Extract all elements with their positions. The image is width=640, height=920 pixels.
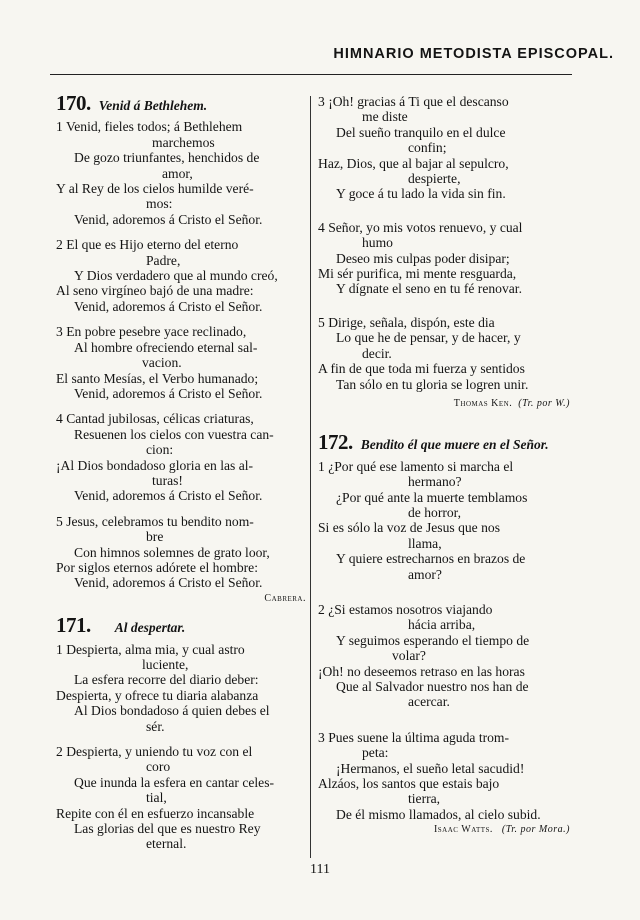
verse-line: Por siglos eternos adórete el hombre: — [56, 559, 258, 575]
verse-line: ¿Por qué ante la muerte temblamos — [336, 489, 528, 505]
verse-line: 1 Despierta, alma mia, y cual astro — [56, 641, 245, 657]
left-column — [56, 91, 306, 862]
verse-line: Despierta, y ofrece tu diaria alabanza — [56, 687, 259, 703]
verse-line: humo — [362, 235, 393, 251]
verse-line: Y al Rey de los cielos humilde veré- — [56, 181, 254, 197]
verse-line: Y quiere estrecharnos en brazos de — [336, 551, 526, 567]
hymn-attribution — [318, 396, 570, 411]
verse-line: mos: — [146, 196, 173, 212]
verse-line: hermano? — [408, 474, 462, 490]
verse-line: Padre, — [146, 252, 181, 268]
hymn-number: 170. — [56, 91, 91, 115]
verse-line: Resuenen los cielos con vuestra can- — [74, 426, 274, 442]
verse-line: Haz, Dios, que al bajar al sepulcro, — [318, 155, 509, 171]
header-rule — [50, 74, 572, 75]
verse-line: vacion. — [142, 355, 182, 371]
hymn-172-heading — [318, 430, 570, 455]
verse-line: sér. — [146, 718, 165, 734]
verse-line: llama, — [408, 535, 442, 551]
verse-line: despierte, — [408, 171, 461, 187]
stanza — [56, 411, 306, 503]
verse-line: volar? — [392, 648, 426, 664]
stanza — [318, 730, 570, 822]
verse-line: 1 ¿Por qué ese lamento si marcha el — [318, 458, 514, 474]
verse-line: 4 Cantad jubilosas, célicas criaturas, — [56, 411, 254, 427]
verse-line: Venid, adoremos á Cristo el Señor. — [74, 298, 263, 314]
hymn-author: Cabrera. — [264, 592, 306, 604]
verse-line: Lo que he de pensar, y de hacer, y — [336, 330, 521, 346]
verse-line: luciente, — [142, 657, 189, 672]
verse-line: Al seno virgíneo bajó de una madre: — [56, 283, 254, 299]
hymn-title: Al despertar. — [114, 620, 186, 636]
verse-line: decir. — [362, 345, 392, 361]
stanza — [56, 514, 306, 591]
verse-line: Alzáos, los santos que estais bajo — [318, 776, 500, 792]
stanza — [56, 642, 306, 734]
verse-line: turas! — [152, 472, 183, 488]
verse-line: El santo Mesías, el Verbo humanado; — [56, 370, 259, 386]
hymn-title: Bendito él que muere en el Señor. — [360, 437, 549, 453]
stanza — [56, 237, 306, 314]
verse-line: coro — [146, 759, 171, 775]
hymn-attribution — [318, 822, 570, 837]
verse-line: Mi sér purifica, mi mente resguarda, — [318, 266, 517, 282]
verse-line: 3 En pobre pesebre yace reclinado, — [56, 324, 247, 340]
verse-line: 3 ¡Oh! gracias á Ti que el descanso — [318, 94, 509, 109]
verse-line: 2 ¿Si estamos nosotros viajando — [318, 601, 493, 617]
verse-line: Deseo mis culpas poder disipar; — [336, 250, 510, 266]
verse-line: Venid, adoremos á Cristo el Señor. — [74, 488, 263, 504]
verse-line: acercar. — [408, 694, 450, 710]
verse-line: A fin de que toda mi fuerza y sentidos — [318, 361, 525, 377]
verse-line: amor, — [162, 165, 193, 181]
verse-line: Las glorias del que es nuestro Rey — [74, 821, 261, 837]
verse-line: Y dígnate el seno en tu fé renovar. — [336, 281, 522, 297]
hymn-author: Thomas Ken. — [453, 397, 513, 409]
verse-line: marchemos — [152, 134, 215, 150]
verse-line: Con himnos solemnes de grato loor, — [74, 544, 270, 560]
hymn-author: Isaac Watts. — [433, 824, 493, 836]
verse-line: Del sueño tranquilo en el dulce — [336, 124, 506, 140]
verse-line: Al hombre ofreciendo eternal sal- — [74, 339, 258, 355]
verse-line: eternal. — [146, 836, 187, 852]
hymn-translator: (Tr. por Mora.) — [501, 824, 570, 836]
verse-line: me diste — [362, 109, 408, 125]
stanza — [56, 324, 306, 401]
verse-line: 5 Dirige, señala, dispón, este dia — [318, 314, 495, 330]
verse-line: Que al Salvador nuestro nos han de — [336, 679, 529, 694]
verse-line: cion: — [146, 442, 174, 458]
verse-line: ¡Al Dios bondadoso gloria en las al- — [56, 457, 254, 473]
stanza — [318, 459, 570, 582]
verse-line: 2 El que es Hijo eterno del eterno — [56, 237, 239, 253]
stanza — [318, 94, 570, 202]
verse-line: Venid, adoremos á Cristo el Señor. — [74, 575, 263, 591]
page-number: 111 — [310, 862, 330, 877]
verse-line: La esfera recorre del diario deber: — [74, 672, 259, 688]
right-column — [318, 94, 570, 850]
hymn-170-heading — [56, 91, 306, 115]
verse-line: ¡Hermanos, el sueño letal sacudid! — [336, 760, 525, 776]
verse-line: tial, — [146, 790, 167, 806]
verse-line: bre — [146, 529, 164, 545]
verse-line: 1 Venid, fieles todos; á Bethlehem — [56, 119, 243, 135]
verse-line: 4 Señor, yo mis votos renuevo, y cual — [318, 219, 523, 235]
hymn-number: 171. — [56, 613, 91, 638]
verse-line: Si es sólo la voz de Jesus que nos — [318, 520, 500, 536]
verse-line: De él mismo llamados, al cielo subid. — [336, 806, 541, 822]
verse-line: Y seguimos esperando el tiempo de — [336, 632, 530, 648]
verse-line: Venid, adoremos á Cristo el Señor. — [74, 385, 263, 401]
stanza — [56, 744, 306, 852]
verse-line: hácia arriba, — [408, 617, 476, 633]
hymn-title: Venid á Bethlehem. — [98, 98, 208, 113]
verse-line: 3 Pues suene la última aguda trom- — [318, 729, 510, 745]
verse-line: de horror, — [408, 504, 462, 520]
verse-line: tierra, — [408, 791, 441, 807]
stanza — [318, 315, 570, 392]
header-title: HIMNARIO METODISTA EPISCOPAL. — [333, 46, 614, 62]
verse-line: Y goce á tu lado la vida sin fin. — [336, 186, 506, 202]
verse-line: Al Dios bondadoso á quien debes el — [74, 703, 270, 719]
hymn-translator: (Tr. por W.) — [518, 397, 570, 409]
verse-line: 5 Jesus, celebramos tu bendito nom- — [56, 513, 254, 529]
verse-line: Y Dios verdadero que al mundo creó, — [74, 268, 278, 284]
running-header — [30, 46, 614, 62]
stanza — [56, 119, 306, 227]
verse-line: Venid, adoremos á Cristo el Señor. — [74, 211, 263, 227]
verse-line: Tan sólo en tu gloria se logren unir. — [336, 376, 529, 392]
verse-line: ¡Oh! no deseemos retraso en las horas — [318, 663, 525, 679]
verse-line: peta: — [362, 745, 389, 761]
hymn-number: 172. — [318, 430, 353, 455]
verse-line: 2 Despierta, y uniendo tu voz con el — [56, 744, 253, 760]
verse-line: amor? — [408, 566, 442, 582]
hymn-171-heading — [56, 613, 306, 638]
stanza — [318, 602, 570, 710]
verse-line: confin; — [408, 140, 447, 156]
stanza — [318, 220, 570, 297]
column-divider — [310, 96, 311, 858]
verse-line: Repite con él en esfuerzo incansable — [56, 805, 255, 821]
verse-line: Que inunda la esfera en cantar celes- — [74, 774, 275, 790]
verse-line: De gozo triunfantes, henchidos de — [74, 150, 260, 166]
